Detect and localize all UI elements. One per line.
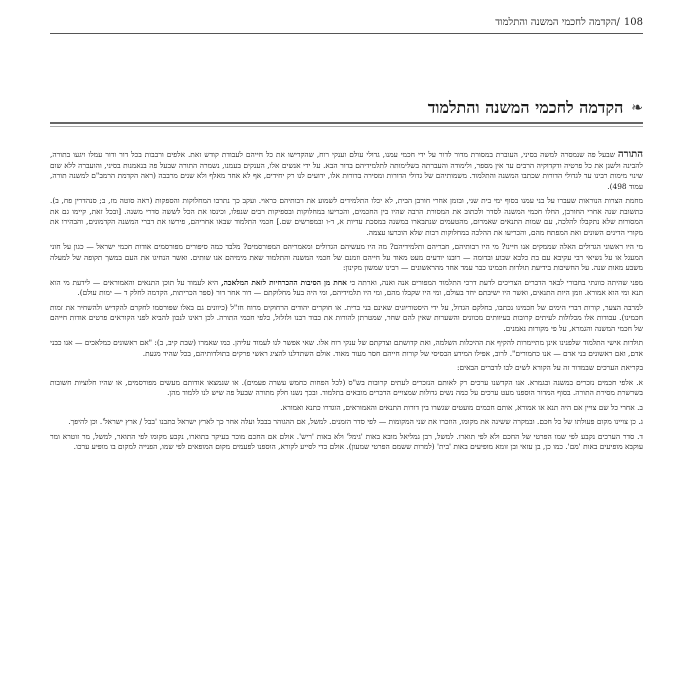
paragraph (50, 378, 643, 399)
body-text (50, 150, 643, 457)
paragraph (50, 278, 643, 299)
page-number: 108 (623, 16, 643, 28)
section-title: הקדמה לחכמי המשנה והתלמוד (427, 98, 624, 117)
paragraph-text: למרבה הצער, קורות דברי הימים של חכמינו נכתבו, בחלקם הגדול, על ידי היסטוריונים שאינם בני ברית. או חוקרים יהודים הרחוקים מרוח חז"ל (כיוונים גם באלו שפורסמו לחקרם להקדיש ולהשחיר את זמות חכמינו). עבודות אלו מכלולות לעיתים קרובות בעיוותים מכוונים והשערות שאין להם שחר, שמטרתן להורות את כבוד רבנו ולזלזל, כלפי חכמי התורה. לכן ראינו לנכון להביא לפני הקוראים פרטים אודות חייהם של חכמי המשנה והגמרא, על פי מקורות נאמנים. (50, 302, 643, 333)
paragraph-text: ג. כן צויינו מקום פעולתו של כל חכם. ובמקרה ששינה את מקומו, הוזכרו את שני המקומות — לפי סדר הזמנים. למשל, אם ההגוהר בבבל ועלה אחר כך לארץ ישראל כתבנו 'בבל / ארץ ישראל'. וכן להיפך. (68, 417, 643, 426)
paragraph-text: מחמת הצרות הנוראות שעברו על בני עמנו בסוף ימי בית שני, ובזמן אחרי חורבן הבית, לא יכלו התלמידים לשמוע את רבותיהם כראוי. ועקב כך נתרבו המחלוקות והספקות (ראה סוטה מז, ב; סנהדרין פח, ב). כתשובת שנה אחרי החורבן, החלו חכמי המשנה לסדר ולכתוב את המסורת הרבה שהיו בין החכמים, והכריעו במחלוקות ובספיקות רבים שנפלו, וכינסו את הכל לששה סדרי משנה. [ובכל זאת, קיימו גם את המסורות שלא נתקבלו להלכה, עם שמות התנאים שאמרום, מהטעמים שנתבארו במשנה במסכת עדיות א, ד-ו ובמפרשים שם.] חכמי התלמוד שבאו אחריהם, פירשו את דברי המשנה הקדמונים, והבהירו את מקורי הדינים השונים ואת המפתח מהם, והכריעו את ההלכה במחלוקות רבות שלא הוכרעו עצמה. (50, 196, 643, 237)
paragraph (50, 417, 643, 428)
paragraph (50, 303, 643, 335)
paragraph (50, 196, 643, 238)
paragraph (50, 363, 643, 374)
running-title: הקדמה לחכמי המשנה והתלמוד (495, 16, 617, 28)
paragraph (50, 338, 643, 359)
paragraph-text: ד. סדר הערכים נקבע לפי שמו הפרטי של החכם ולא לפי תוארו. למשל, רבן גמליאל מובא באות 'גימל' ולא באות 'ריש'. אולם אם החכם מוכר בעיקר בתוארו, נקבע מקומו לפי התואר, למשל, מר זוטרא ומר עוקבא מופיעים באות 'מם'. כמו כן, בן עזאי ובן זומא מופיעים באות 'בית' (למרות ששמם הפרטי שמעון). אולם כדי לסייע לקורא, הוספנו לפעמים מקום המופאים לפי שמו, הפנייה למקום בו מופיע ערכו. (50, 431, 643, 451)
title-rule-thin (50, 126, 643, 127)
title-rule (50, 122, 643, 124)
paragraph-text: בקריאת הערכים שבמדור זה על הקורא לשים לבו לדברים הבאים: (457, 363, 643, 372)
paragraph-text: תולדות אישי התלמוד שלפנינו אינן מתיימרות להקיף את ההיכלות השלמה, ואת קדושתם וצדקתם של ענקי רוח אלו. שאי אפשר לנו לעמוד עליהן. כמו שאמרו (שבת קיב, ב): "אם ראשונים כמלאכים — אנו כבני אדם, ואם ראשונים בני אדם — אנו כחמורים". לרוב, אפילו המידע הבסיסי של קורות חייהם חסר מעוד מאוד. אולם השתדלנו להציג ראשי פרקים בתולדותיהם, בכל שהיד מגעת. (50, 338, 643, 358)
paragraph-text: מפני שהיתה כוונתי בחבורי לבאר הדברים הצריכים לדעת דרכי התלמוד המפורים אנה ואנה, וארתה כי (349, 277, 643, 287)
paragraph-text: היא לעמוד על תוכן התנאים והאמוראים — לידעת מי הוא תנא ומי הוא אמורא. וזמן היות התנאים, ואשר היו ישיבתם יחד בעולם, ומי היו שקבלו מהם, ומי היו תלמידיהם, ומי היה בעל מחלוקתם — דור אחר דור (ספר הכריתות, הקדמה לחלק ד — ימות עולם). (50, 277, 643, 297)
running-header (0, 12, 693, 32)
bold-phrase: אחת מן הסיבות ההכרחיות לזאת המלאכה, (221, 277, 347, 287)
header-separator: / (616, 16, 620, 28)
header-rule (50, 33, 643, 34)
paragraph (50, 150, 643, 192)
paragraph-text: שבעל פה שנמסרה למשה בסיני, העוברת במסורת מדור לדור על ידי חכמי עמנו, גדולי עולם וענקי רוח, שהקדישו את כל חייהם לעבודת קודש זאת. אלפים ורבבות בכל דור ודור עמלו ויגעו בתורה, להבינה ולשנן את כל פרטיה ודקדוקיה הרבים עד אין מספר, ולימודה והעברתה בשלימותה לתלמידיהם בדור הבא. על ידי אנשים אלו, הענקים בעמנו, נשמרה התורה שבעל פה בנאמנות בסיני, והועברה ללא שום שינוי מימות רבינו עד לגדולי הדורות שכתבו המשנה והתלמוד. משמותיהם של גדולי הדורות ומסירה בדורות אלו, ידועים לנו רק יחידים, אף לא אחד מאלף ולא שנים מרבבה (ראה הקדמת הרמב"ם למשנה תורה, עמוד 498). (50, 150, 643, 191)
paragraph (50, 403, 643, 414)
paragraph-text: א. אלפי חכמים נזכרים במשנה ובגמרא. אנו הקדשנו ערכים רק לאותם הנזכרים לעתים קרובות בש"ס (לכל הפחות כחמש עשרה פעמים). או שנמצאו אודותם מעשים מפורסמים, או שהיו חלוציות חשובות בשרשרת מסירת התורה. בסוף המדור הוספנו מעט ערכים על כמה נשים גדולות שמצויים הדברים מובאים בתלמוד. ובכך נשנו חלק מתורה שבעל פה שיש לנו ללמוד מהן. (50, 377, 643, 397)
paragraph (50, 432, 643, 453)
section-title-row (50, 98, 643, 118)
lead-word: התורה (617, 149, 643, 160)
fleuron-icon: ❧ (631, 100, 643, 116)
paragraph-text: מי היו ראשוני הגדולים האלה שממקים אנו חיינו? מי היו רבותיהם, חבריהם ותלמידיהם? מה היו מעשיהם הגדולים ומאמריהם המפורסמים? מלבד כמה סיפורים מפורסמים אודות חכמי ישראל — כגון על חוני המעגל או על נשיאי רבי עקיבא עם בת כלבא שבוע ובדומה — רובנו יודעים מעט מאוד על חייהם וזמנם של חכמי המשנה והתלמוד שאת מימיהם אנו שותים. ואשר הנחיגו את העם במשך תקופה של למעלה משבע מאות שנה. על החשיבות בידיעת תולדות חכמינו כבר עמד אחד מהראשונים — רבינו שמשון מקינון: (50, 242, 643, 272)
paragraph (50, 242, 643, 274)
paragraph-text: ב. אחרי כל שם צויין אם היה תנא או אמורא, אותם חכמים מועטים שגשרו בין דורות התנאים והאמוראים, הוגדרו כתנא ואמורא. (280, 402, 643, 412)
